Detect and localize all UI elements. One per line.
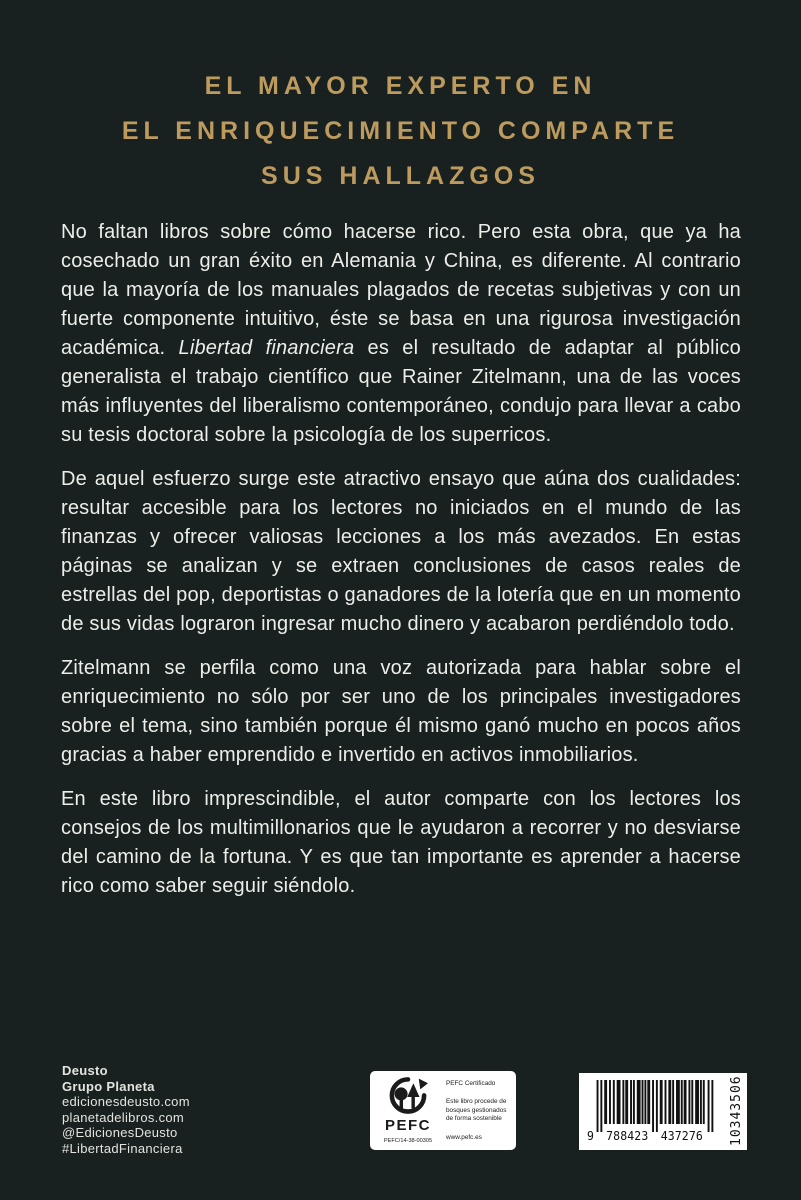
book-title-italic: Libertad financiera [178, 337, 355, 359]
pefc-website: www.pefc.es [446, 1133, 482, 1141]
synopsis-paragraph: En este libro imprescindible, el autor comparte con los lectores los consejos de los multimillonarios que le ayudaron a recorrer y no desviarse del camino de la fortuna. Y es que tan importante es aprender a hacerse rico como saber seguir siéndolo. [61, 788, 741, 897]
barcode-label [579, 1073, 747, 1150]
headline-line: SUS HALLAZGOS [261, 162, 540, 190]
publisher-social-handle: @EdicionesDeusto [62, 1125, 178, 1140]
pefc-logo-icon [385, 1077, 431, 1117]
headline-line: EL MAYOR EXPERTO EN [204, 72, 597, 100]
pefc-certificate-number: PEFC/14-38-00305 [383, 1138, 433, 1144]
barcode-graphic [587, 1079, 721, 1143]
pefc-logo-text: PEFC [384, 1117, 431, 1134]
publisher-block [62, 1063, 190, 1156]
synopsis-text: es el resultado de adaptar al público generalista el trabajo científico que Rainer Zitelmann, una de las voces más influyentes del liberalismo contemporáneo, condujo para llevar a cabo su tesis doctoral sobre la psicología de los superricos. [61, 337, 741, 446]
barcode-side-number: 10343506 [729, 1075, 744, 1146]
synopsis-text: No faltan libros sobre cómo hacerse rico. Pero esta obra, que ya ha cosechado un gran éxito en Alemania y China, es diferente. Al contrario que la mayoría de los manuales plagados de recetas subjetivas y con un fuerte componente intuitivo, éste se basa en una rigurosa investigación académica. [61, 221, 741, 359]
isbn-group-left: 788423 [606, 1128, 649, 1143]
synopsis-paragraph: De aquel esfuerzo surge este atractivo ensayo que aúna dos cualidades: resultar accesible para los lectores no iniciados en el mundo de las finanzas y ofrecer valiosas lecciones a los más avezados. En estas páginas se analizan y se extraen conclusiones de casos reales de estrellas del pop, deportistas o ganadores de la lotería que en un momento de sus vidas lograron ingresar mucho dinero y acabaron perdiéndolo todo. [61, 468, 741, 635]
publisher-hashtag: #LibertadFinanciera [62, 1140, 183, 1156]
isbn-prefix-digit: 9 [587, 1128, 594, 1143]
headline [0, 64, 801, 199]
pefc-label [370, 1071, 516, 1150]
publisher-website: planetadelibros.com [62, 1109, 185, 1125]
synopsis-paragraph: Zitelmann se perfila como una voz autorizada para hablar sobre el enriquecimiento no sólo por ser uno de los principales investigadores sobre el tema, sino también porque él mismo ganó mucho en pocos años gracias a haber emprendido e invertido en activos inmobiliarios. [61, 657, 741, 766]
isbn-group-right: 437276 [660, 1128, 703, 1143]
pefc-description: Este libro procede de bosques gestionados de forma sostenible [446, 1098, 507, 1123]
synopsis [61, 218, 741, 916]
publisher-website: edicionesdeusto.com [62, 1094, 190, 1109]
synopsis-paragraph [61, 218, 741, 450]
pefc-certified-heading: PEFC Certificado [446, 1080, 496, 1087]
headline-line: EL ENRIQUECIMIENTO COMPARTE [121, 117, 680, 145]
publisher-group: Grupo Planeta [62, 1078, 155, 1094]
imprint-name: Deusto [62, 1063, 108, 1078]
